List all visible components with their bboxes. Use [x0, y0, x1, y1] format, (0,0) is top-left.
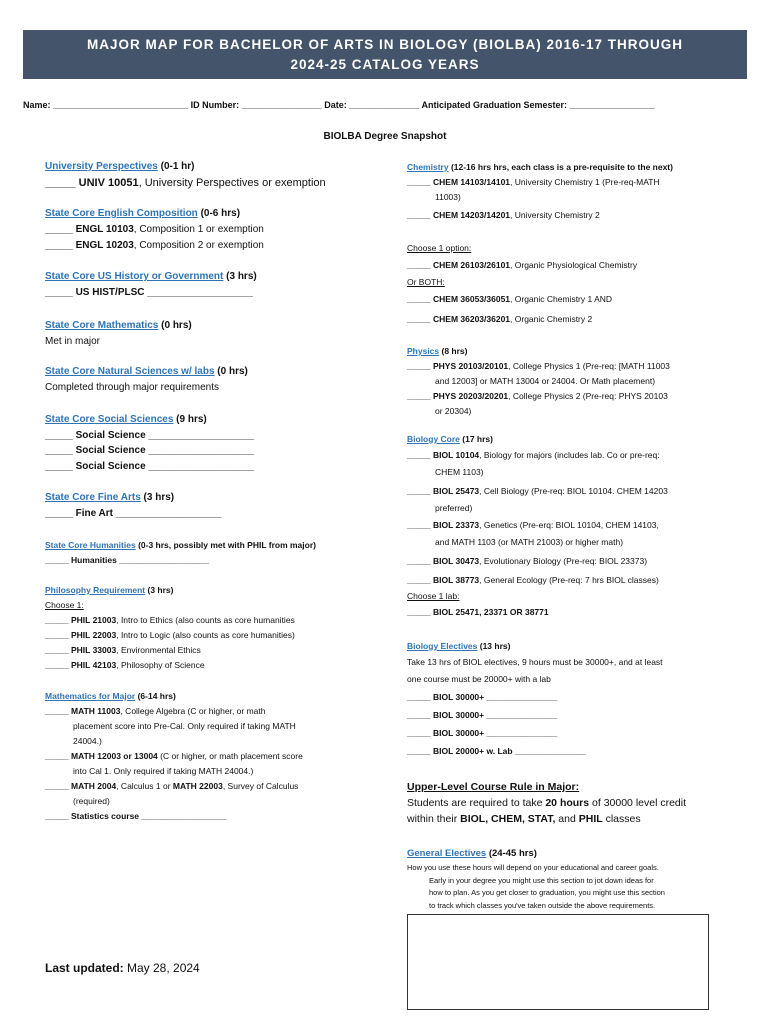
course-title: , Philosophy of Science	[116, 659, 205, 670]
humanities-link[interactable]: State Core Humanities	[45, 539, 136, 550]
checkbox-blank[interactable]: _____	[407, 391, 433, 401]
checkbox-blank[interactable]: _____	[45, 177, 79, 189]
course-note: placement score into Pre-Cal. Only required if taking MATH	[73, 720, 296, 731]
course-title: , Organic Chemistry 2	[510, 314, 593, 324]
section-social-sciences	[45, 412, 375, 475]
general-electives-link[interactable]: General Electives	[407, 848, 487, 859]
section-us-history	[45, 269, 375, 301]
rule-text-bold: BIOL, CHEM, STAT,	[460, 813, 556, 825]
course-title: , Composition 1 or exemption	[133, 224, 264, 235]
section-hours: (12-16 hrs hrs, each class is a pre-requisite to the next)	[448, 162, 673, 172]
chemistry-link[interactable]: Chemistry	[407, 162, 449, 172]
page-title-banner	[23, 30, 747, 79]
course-code: CHEM 36203/36201	[433, 314, 511, 324]
section-hours: (3 hrs)	[140, 492, 175, 503]
last-updated	[45, 961, 200, 975]
course-code: BIOL 23373	[433, 520, 480, 530]
choose-note: Choose 1:	[45, 599, 84, 610]
course-title: , Evolutionary Biology (Pre-req: BIOL 23373)	[479, 556, 648, 566]
section-hours: (6-14 hrs)	[135, 690, 176, 701]
biology-electives-link[interactable]: Biology Electives	[407, 641, 478, 651]
section-hours: (0-6 hrs)	[197, 208, 241, 219]
checkbox-blank[interactable]: _____	[45, 644, 71, 655]
checkbox-blank[interactable]: _____	[407, 450, 433, 460]
course-code: BIOL 30473	[433, 556, 480, 566]
section-hours: (8 hrs)	[439, 346, 468, 356]
choose-note: Choose 1 option:	[407, 243, 472, 253]
course-note: or 20304)	[435, 406, 472, 416]
page-title-line-1: MAJOR MAP FOR BACHELOR OF ARTS IN BIOLOGY (BIOLBA) 2016-17 THROUGH	[86, 37, 684, 52]
biology-core-link[interactable]: Biology Core	[407, 434, 460, 444]
course-code: BIOL 25473	[433, 486, 480, 496]
university-perspectives-link[interactable]: University Perspectives	[45, 161, 158, 172]
or-both-note: Or BOTH:	[407, 277, 445, 287]
course-line[interactable]: _____ Statistics course __________________	[45, 810, 227, 821]
checkbox-blank[interactable]: _____	[407, 520, 433, 530]
course-line[interactable]: _____ Social Science ___________________	[45, 445, 255, 456]
rule-text-bold: 20 hours	[545, 797, 590, 809]
electives-description: one course must be 20000+ with a lab	[407, 674, 551, 684]
course-title: , General Ecology (Pre-req: 7 hrs BIOL classes)	[479, 575, 659, 585]
rule-text: of 30000 level credit	[589, 797, 687, 809]
course-title: , Genetics (Pre-erq: BIOL 10104, CHEM 14103,	[479, 520, 659, 530]
checkbox-blank[interactable]: _____	[45, 750, 71, 761]
course-code: CHEM 14203/14201	[433, 210, 511, 220]
section-hours: (9 hrs)	[173, 413, 207, 425]
state-core-math-link[interactable]: State Core Mathematics	[45, 319, 159, 331]
course-title: , Organic Chemistry 1 AND	[510, 294, 613, 304]
section-humanities	[45, 537, 375, 568]
electives-description: Take 13 hrs of BIOL electives, 9 hours must be 30000+, and at least	[407, 657, 663, 667]
checkbox-blank[interactable]: _____	[45, 659, 71, 670]
section-general-electives	[407, 846, 737, 912]
section-chemistry	[407, 159, 737, 327]
section-hours: (24-45 hrs)	[486, 848, 537, 859]
general-electives-description: to track which classes you've taken outside the above requirements.	[429, 900, 656, 910]
section-biology-core	[407, 431, 737, 621]
checkbox-blank[interactable]: _____	[407, 486, 433, 496]
rule-text: within their	[407, 813, 461, 825]
page-title-line-2: 2024-25 CATALOG YEARS	[290, 57, 480, 72]
course-title: , Organic Physiological Chemistry	[510, 260, 638, 270]
student-info-line: Name: ___________________________ ID Number: ________________ Date: ______________ Anticipated Graduation Semester: _________________	[23, 100, 655, 110]
course-title: , Intro to Logic (also counts as core humanities)	[116, 629, 295, 640]
course-code: BIOL 38773	[433, 575, 480, 585]
course-title: , College Algebra (C or higher, or math	[120, 705, 266, 716]
course-line[interactable]: _____ BIOL 30000+ _______________	[407, 728, 558, 738]
checkbox-blank[interactable]: _____	[407, 556, 433, 566]
course-code: PHIL 33003	[71, 644, 117, 655]
course-line[interactable]: _____ BIOL 30000+ _______________	[407, 692, 558, 702]
course-code: ENGL 10103	[75, 224, 134, 235]
checkbox-blank[interactable]: _____	[45, 705, 71, 716]
checkbox-blank[interactable]: _____	[45, 780, 71, 791]
course-code: MATH 2004	[71, 780, 117, 791]
right-column	[407, 159, 737, 912]
section-hours: (0-1 hr)	[157, 161, 195, 172]
section-natural-sciences	[45, 364, 375, 396]
course-note: CHEM 1103)	[435, 467, 484, 477]
course-line[interactable]: _____ BIOL 30000+ _______________	[407, 710, 558, 720]
checkbox-blank[interactable]: _____	[45, 614, 71, 625]
general-electives-description: Early in your degree you might use this section to jot down ideas for	[429, 875, 654, 885]
checkbox-blank[interactable]: _____	[407, 361, 433, 371]
course-note: and 12003] or MATH 13004 or 24004. Or Math placement)	[435, 376, 656, 386]
course-code: BIOL 10104	[433, 450, 480, 460]
course-code: PHIL 42103	[71, 659, 117, 670]
course-code: CHEM 36053/36051	[433, 294, 511, 304]
course-code: CHEM 26103/26101	[433, 260, 511, 270]
checkbox-blank[interactable]: _____	[45, 224, 76, 235]
course-title: , University Chemistry 1 (Pre-req-MATH	[510, 177, 660, 187]
left-column	[45, 159, 375, 824]
course-line[interactable]: _____ US HIST/PLSC ___________________	[45, 287, 253, 298]
course-title: , Cell Biology (Pre-req: BIOL 10104. CHEM 14203	[479, 486, 668, 496]
social-sciences-link[interactable]: State Core Social Sciences	[45, 413, 174, 425]
rule-title: Upper-Level Course Rule in Major:	[407, 781, 580, 793]
course-code: MATH 11003	[71, 705, 121, 716]
course-title: , Survey of Calculus	[222, 780, 299, 791]
rule-text: Students are required to take	[407, 797, 546, 809]
section-hours: (0-3 hrs, possibly met with PHIL from major)	[135, 539, 316, 550]
course-note: (required)	[73, 795, 110, 806]
course-title: , Environmental Ethics	[116, 644, 201, 655]
checkbox-blank[interactable]: _____	[407, 260, 433, 270]
section-hours: (13 hrs)	[477, 641, 511, 651]
course-note: 24004.)	[73, 735, 102, 746]
general-electives-description: how to plan. As you get closer to graduation, you might use this section	[429, 888, 665, 897]
course-title: , University Chemistry 2	[510, 210, 600, 220]
checkbox-blank[interactable]: _____	[407, 177, 433, 187]
section-hours: (0 hrs)	[158, 319, 192, 331]
snapshot-title: BIOLBA Degree Snapshot	[323, 131, 447, 142]
course-code: PHYS 20203/20201	[433, 391, 509, 401]
course-code: UNIV 10051	[78, 177, 139, 189]
math-major-link[interactable]: Mathematics for Major	[45, 690, 136, 701]
course-code: PHYS 20103/20101	[433, 361, 509, 371]
fine-arts-link[interactable]: State Core Fine Arts	[45, 492, 141, 503]
course-title: , College Physics 2 (Pre-req: PHYS 20103	[508, 391, 668, 401]
course-title: , Composition 2 or exemption	[133, 239, 264, 251]
course-code: ENGL 10203	[75, 239, 134, 251]
us-history-link[interactable]: State Core US History or Government	[45, 271, 224, 282]
checkbox-blank[interactable]: _____	[45, 629, 71, 640]
checkbox-blank[interactable]: _____	[407, 575, 433, 585]
last-updated-date: May 28, 2024	[123, 961, 200, 975]
section-state-core-math	[45, 318, 375, 350]
section-physics	[407, 343, 737, 419]
course-note: and MATH 1103 (or MATH 21003) or higher math)	[435, 537, 624, 547]
section-english-composition	[45, 206, 375, 253]
section-note: Completed through major requirements	[45, 382, 219, 393]
course-line[interactable]: _____ Social Science ___________________	[45, 429, 255, 441]
section-biology-electives	[407, 638, 737, 760]
course-note: into Cal 1. Only required if taking MATH 24004.)	[73, 765, 254, 776]
course-code: CHEM 14103/14101	[433, 177, 511, 187]
checkbox-blank[interactable]: _____	[407, 314, 433, 324]
rule-text: and	[555, 813, 579, 825]
course-code: PHIL 21003	[71, 614, 117, 625]
course-line[interactable]: _____ Humanities ___________________	[45, 554, 209, 565]
checkbox-blank[interactable]: _____	[45, 239, 76, 251]
course-title: , College Physics 1 (Pre-req: [MATH 11003	[508, 361, 670, 371]
section-university-perspectives	[45, 159, 375, 191]
section-hours: (3 hrs)	[145, 584, 174, 595]
course-note: 11003)	[435, 192, 461, 202]
course-line[interactable]: _____ BIOL 20000+ w. Lab _______________	[407, 746, 586, 756]
section-fine-arts	[45, 490, 375, 522]
checkbox-blank[interactable]: _____	[407, 294, 433, 304]
physics-link[interactable]: Physics	[407, 346, 440, 356]
section-philosophy	[45, 582, 375, 673]
natural-sciences-link[interactable]: State Core Natural Sciences w/ labs	[45, 366, 215, 377]
checkbox-blank[interactable]: _____	[407, 210, 433, 220]
rule-text: classes	[602, 813, 641, 825]
course-title: , Intro to Ethics (also counts as core humanities	[116, 614, 295, 625]
course-note: preferred)	[435, 503, 473, 513]
section-note: Met in major	[45, 335, 101, 347]
course-code: MATH 12003 or 13004	[71, 750, 158, 761]
section-hours: (0 hrs)	[214, 366, 248, 377]
course-title: , Calculus 1 or	[116, 780, 173, 791]
general-electives-notes-box[interactable]	[407, 914, 709, 1010]
course-line[interactable]: _____ BIOL 25471, 23371 OR 38771	[407, 607, 549, 617]
rule-text-bold: PHIL	[578, 813, 603, 825]
english-composition-link[interactable]: State Core English Composition	[45, 208, 198, 219]
choose-note: Choose 1 lab:	[407, 591, 460, 601]
section-upper-level-rule	[407, 779, 737, 827]
course-title: , Biology for majors (includes lab. Co or pre-req:	[479, 450, 660, 460]
philosophy-link[interactable]: Philosophy Requirement	[45, 584, 146, 595]
course-line[interactable]: _____ Social Science ___________________	[45, 460, 255, 472]
section-hours: (17 hrs)	[459, 434, 493, 444]
course-code: PHIL 22003	[71, 629, 117, 640]
course-title: (C or higher, or math placement score	[157, 750, 303, 761]
last-updated-label: Last updated:	[45, 961, 124, 975]
section-hours: (3 hrs)	[223, 271, 257, 282]
course-code: MATH 22003	[172, 780, 223, 791]
section-math-major	[45, 688, 375, 824]
course-line[interactable]: _____ Fine Art ___________________	[45, 508, 222, 519]
general-electives-description: How you use these hours will depend on your educational and career goals.	[407, 863, 659, 872]
course-title: , University Perspectives or exemption	[138, 177, 326, 189]
